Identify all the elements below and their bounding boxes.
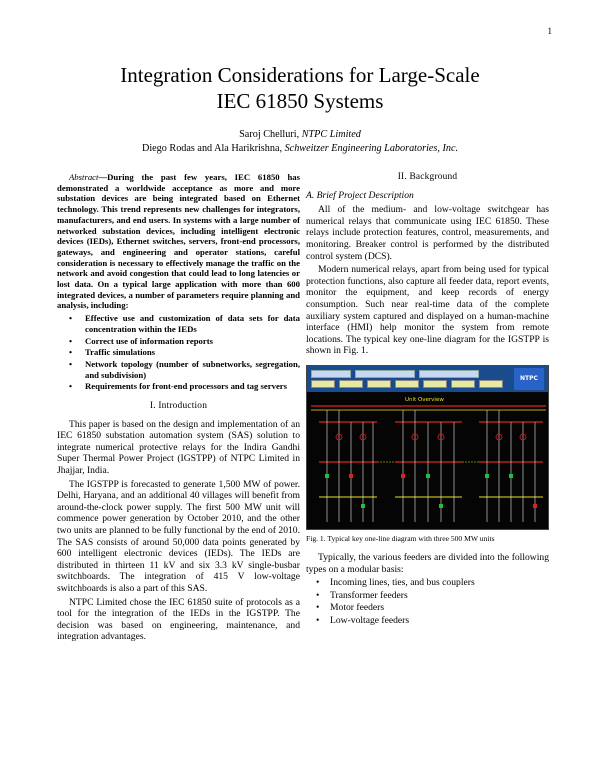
author-line-2: [60, 142, 540, 156]
abstract-bullet: • Correct use of information reports: [57, 336, 300, 347]
abstract-bullet: • Requirements for front-end processors and tag servers: [57, 381, 300, 392]
abstract-body: [57, 172, 300, 311]
figure-caption: Fig. 1. Typical key one-line diagram with three 500 MW units: [306, 533, 495, 543]
section-1-paragraph: NTPC Limited chose the IEC 61850 suite of protocols as a tool for the integration of the IEDs in the IGSTPP. The decision was based on engineering, maintenance, and integration advantages.: [57, 596, 300, 643]
ntpc-logo: NTPC: [514, 368, 544, 390]
hmi-tab: [339, 380, 363, 388]
hmi-tab: [311, 370, 351, 378]
section-2-paragraph: Modern numerical relays, apart from being used for typical protection functions, also capture all feeder data, report events, monitor the equipment, and keep records of energy consumption. Such near real-time data of the complete auxiliary system captured and displayed on a human-machine interface (HMI) help monitor the system from remote locations. The typical key one-line diagram for the IGSTPP is shown in Fig. 1.: [306, 264, 549, 357]
hmi-tab: [419, 370, 479, 378]
abstract-bullet: • Traffic simulations: [57, 347, 300, 358]
abstract-bullet: • Effective use and customization of data sets for data concentration within the IEDs: [57, 313, 300, 334]
abstract-text: —During the past few years, IEC 61850 has demonstrated a worldwide acceptance as more and more substation devices are being integrated based on Ethernet technology. This trend represents new challenges for integrators, manufacturers, and end users. In systems with a large number of networked substation devices, including intelligent electronic devices (IEDs), Ethernet switches, servers, front-end processors, gateways, and engineering and operator stations, careful consideration is necessary to effectively manage the traffic on the network and avoid congestion that could lead to long latencies or lost data. On a typical large application with more than 600 integrated devices, a number of parameters require planning and analysis, including:: [57, 172, 300, 311]
left-column: [57, 172, 300, 645]
section-2-paragraph: All of the medium- and low-voltage switchgear has numerical relays that communicate using IEC 61850. These relays include protection features, control, measurements, and monitoring. Breaker control is performed by the distributed control system (DCS).: [306, 204, 549, 262]
figure-one-line-diagram: [306, 365, 549, 530]
hmi-tab: [367, 380, 391, 388]
hmi-tab: [311, 380, 335, 388]
section-2-paragraph: Typically, the various feeders are divided into the following types on a modular basis:: [306, 551, 549, 575]
paper-title: [60, 62, 540, 114]
hmi-screen-title: Unit Overview: [405, 396, 444, 403]
hmi-tab: [451, 380, 475, 388]
feeder-type-item: • Transformer feeders: [306, 590, 549, 602]
one-line-diagram-svg: [307, 392, 549, 530]
hmi-diagram-area: [307, 392, 548, 530]
right-column: [306, 172, 549, 627]
section-1-paragraph: This paper is based on the design and implementation of an IEC 61850 substation automation system (SAS) solution to integrate numerical protective relays for the Indira Gandhi Super Thermal Power Project (IGSTPP) of NTPC Limited in Jhajjar, India.: [57, 418, 300, 477]
unit-3-diagram: [479, 410, 543, 522]
hmi-header-bar: [307, 366, 548, 392]
hmi-tab: [423, 380, 447, 388]
feeder-type-item: • Low-voltage feeders: [306, 615, 549, 627]
author-line-1: [60, 128, 540, 142]
hmi-tab: [479, 380, 503, 388]
section-2-heading: II. Background: [397, 172, 458, 182]
abstract-bullet: • Network topology (number of subnetworks, segregation, and subdivision): [57, 359, 300, 380]
section-1-paragraph: The IGSTPP is forecasted to generate 1,500 MW of power. Delhi, Haryana, and an additional 40 villages will benefit from around-the-clock power supply. The first 500 MW unit will commence power generation by October 2010, and the other two units are planned to be fully functional by the end of 2010. The SAS consists of around 50,000 data points generated by 600 intelligent electronic devices (IEDs). The IEDs are distributed in thirteen 11 kV and six 3.3 kV single-busbar switchboards. The integration of 415 V low-voltage switchboards is also a part of this SAS.: [57, 478, 300, 594]
hmi-tab: [395, 380, 419, 388]
unit-2-diagram: [395, 410, 462, 522]
author2-affiliation: Schweitzer Engineering Laboratories, Inc.: [284, 142, 459, 154]
author2-names: Diego Rodas and Ala Harikrishna,: [141, 142, 285, 154]
author1-affiliation: NTPC Limited: [301, 129, 361, 140]
title-line-2: IEC 61850 Systems: [216, 89, 384, 113]
page-number: 1: [547, 26, 552, 36]
author-block: [60, 128, 540, 155]
feeder-type-item: • Incoming lines, ties, and bus couplers: [306, 577, 549, 589]
unit-1-diagram: [319, 410, 377, 522]
subsection-heading: A. Brief Project Description: [306, 189, 414, 201]
top-bus-lines: [311, 406, 546, 410]
feeder-type-list: [306, 577, 549, 626]
author1-name: Saroj Chelluri,: [239, 129, 302, 140]
hmi-tab: [355, 370, 415, 378]
abstract-bullets: [57, 313, 300, 392]
abstract: [57, 172, 300, 392]
section-1-heading: I. Introduction: [149, 401, 208, 412]
feeder-type-item: • Motor feeders: [306, 602, 549, 614]
abstract-lead: Abstract: [69, 172, 99, 182]
title-line-1: Integration Considerations for Large-Scale: [120, 63, 480, 87]
